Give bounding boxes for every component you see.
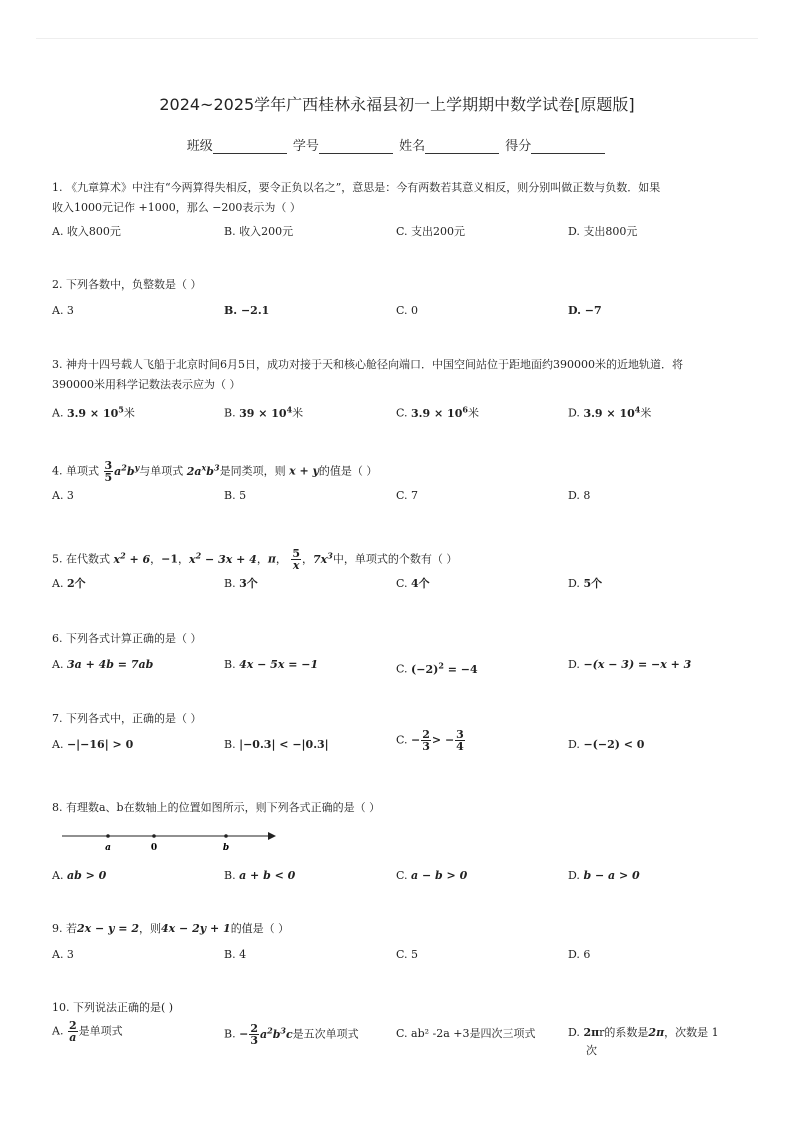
option-a[interactable]: A. 收入800元 — [52, 225, 121, 238]
question-5: 5. 在代数式 $x^2 + 6$，−1，$x^2 - 3x + 4$，π， $\frac{5}{x}$ ，$7x^3$中，单项式的个数有（ ） A. 2个 B. 3个 C. 4个 D. 5个 — [52, 540, 742, 596]
question-number: 1. — [52, 181, 63, 194]
question-8-options — [52, 866, 742, 888]
option-d[interactable]: D. $3.9 \times 10^4$米 — [568, 404, 652, 420]
question-10 — [52, 998, 742, 1064]
option-b[interactable]: B. −2.1 — [224, 304, 270, 317]
option-a[interactable]: A. $\frac{2}{a}$ 是单项式 — [52, 1019, 123, 1044]
score-label: 得分 — [505, 139, 532, 154]
option-b[interactable]: B. 收入200元 — [224, 225, 294, 238]
question-6 — [52, 629, 742, 677]
question-stem-continued: 收入1000元记作 +1000，那么 −200表示为（ ） — [52, 201, 301, 214]
label-a: a — [105, 843, 111, 853]
option-c[interactable]: C. 4个 — [396, 577, 430, 590]
number-blank[interactable] — [319, 139, 393, 154]
option-a[interactable]: A. 3 — [52, 948, 74, 961]
option-b[interactable]: B. 3个 — [224, 577, 258, 590]
arrow-right-icon — [268, 832, 276, 840]
option-a[interactable]: A. 2个 — [52, 577, 86, 590]
question-stem-continued: 390000米用科学记数法表示应为（ ） — [52, 378, 241, 391]
class-blank[interactable] — [213, 139, 287, 154]
question-number: 8. — [52, 801, 63, 814]
option-b[interactable]: B. − $\frac{2}{3}$ $a^2b^3c$是五次单项式 — [224, 1022, 359, 1048]
option-c[interactable]: C. $(-2)^2 = -4$ — [396, 660, 478, 676]
option-c[interactable]: C. − $\frac{2}{3}$ > − $\frac{3}{4}$ — [396, 728, 464, 753]
option-a[interactable]: A. −|−16| > 0 — [52, 738, 134, 751]
question-stem: 《九章算术》中注有“今两算得失相反，要令正负以名之”，意思是：今有两数若其意义相反，则分别叫做正数与负数．如果 — [66, 181, 661, 194]
question-stem: 下列各式中，正确的是（ ） — [66, 712, 202, 725]
question-number: 2. — [52, 278, 63, 291]
header-rule — [36, 38, 758, 39]
option-d[interactable]: D. 支出800元 — [568, 225, 638, 238]
option-d[interactable]: D. 2πr的系数是2π，次数是 1 次 — [568, 1026, 719, 1057]
question-stem: 神舟十四号载人飞船于北京时间6月5日，成功对接于天和核心舱径向端口．中国空间站位于距地面约390000米的近地轨道．将 — [66, 358, 683, 371]
option-d[interactable]: D. −(x − 3) = −x + 3 — [568, 658, 692, 671]
option-a[interactable]: A. $3.9 \times 10^5$米 — [52, 404, 135, 420]
question-9: 9. 若2x − y = 2，则4x − 2y + 1的值是（ ） A. 3 B. 4 C. 5 D. 6 — [52, 919, 742, 967]
question-4: 4. 单项式 $\frac{3}{5}$ $a^2b^y$与单项式 $2a^xb^3$是同类项，则 x + y的值是（ ） A. 3 B. 5 C. 7 D. 8 — [52, 452, 742, 508]
option-c[interactable]: C. a − b > 0 — [396, 869, 468, 882]
label-b: b — [222, 843, 230, 853]
question-8 — [52, 798, 742, 818]
option-b[interactable]: B. |−0.3| < −|0.3| — [224, 738, 329, 751]
point-zero — [152, 834, 156, 838]
option-a[interactable]: A. 3 — [52, 304, 74, 317]
option-a[interactable]: A. 3a + 4b = 7ab — [52, 658, 154, 671]
question-number: 10. — [52, 1001, 70, 1014]
question-stem: 下列各式计算正确的是（ ） — [66, 632, 202, 645]
question-stem: 下列说法正确的是( ) — [73, 1001, 174, 1014]
option-d[interactable]: D. −(−2) < 0 — [568, 738, 645, 751]
option-c[interactable]: C. 7 — [396, 489, 419, 502]
name-blank[interactable] — [425, 139, 499, 154]
option-b[interactable]: B. 4x − 5x = −1 — [224, 658, 319, 671]
option-d[interactable]: D. −7 — [568, 304, 602, 317]
option-a[interactable]: A. 3 — [52, 489, 74, 502]
point-a — [106, 834, 110, 838]
question-7 — [52, 709, 742, 765]
option-b[interactable]: B. a + b < 0 — [224, 869, 296, 882]
number-line-figure — [62, 828, 282, 854]
option-b[interactable]: B. 4 — [224, 948, 247, 961]
label-zero: 0 — [150, 843, 158, 853]
question-number: 6. — [52, 632, 63, 645]
score-blank[interactable] — [531, 139, 605, 154]
option-c[interactable]: C. ab² -2a +3是四次三项式 — [396, 1027, 536, 1040]
question-3 — [52, 355, 742, 421]
option-c[interactable]: C. $3.9 \times 10^6$米 — [396, 404, 479, 420]
option-d[interactable]: D. 8 — [568, 489, 591, 502]
student-info-line — [0, 135, 794, 154]
question-number: 9. — [52, 922, 63, 935]
option-c[interactable]: C. 0 — [396, 304, 419, 317]
option-d[interactable]: D. 6 — [568, 948, 591, 961]
class-label: 班级 — [186, 139, 213, 154]
option-a[interactable]: A. ab > 0 — [52, 869, 107, 882]
question-number: 3. — [52, 358, 63, 371]
question-number: 5. — [52, 552, 63, 566]
name-label: 姓名 — [399, 139, 426, 154]
page-title: 2024~2025学年广西桂林永福县初一上学期期中数学试卷[原题版] — [159, 95, 635, 114]
option-b[interactable]: B. $39 \times 10^4$米 — [224, 404, 304, 420]
question-stem: 下列各数中，负整数是（ ） — [66, 278, 202, 291]
point-b — [224, 834, 228, 838]
question-number: 7. — [52, 712, 63, 725]
option-d[interactable]: D. 5个 — [568, 577, 603, 590]
question-number: 4. — [52, 464, 63, 478]
question-stem: 有理数a、b在数轴上的位置如图所示，则下列各式正确的是（ ） — [66, 801, 381, 814]
option-c[interactable]: C. 5 — [396, 948, 419, 961]
option-c[interactable]: C. 支出200元 — [396, 225, 466, 238]
number-label: 学号 — [292, 139, 319, 154]
question-1 — [52, 178, 742, 244]
question-2 — [52, 275, 742, 323]
option-d[interactable]: D. b − a > 0 — [568, 869, 640, 882]
option-b[interactable]: B. 5 — [224, 489, 247, 502]
